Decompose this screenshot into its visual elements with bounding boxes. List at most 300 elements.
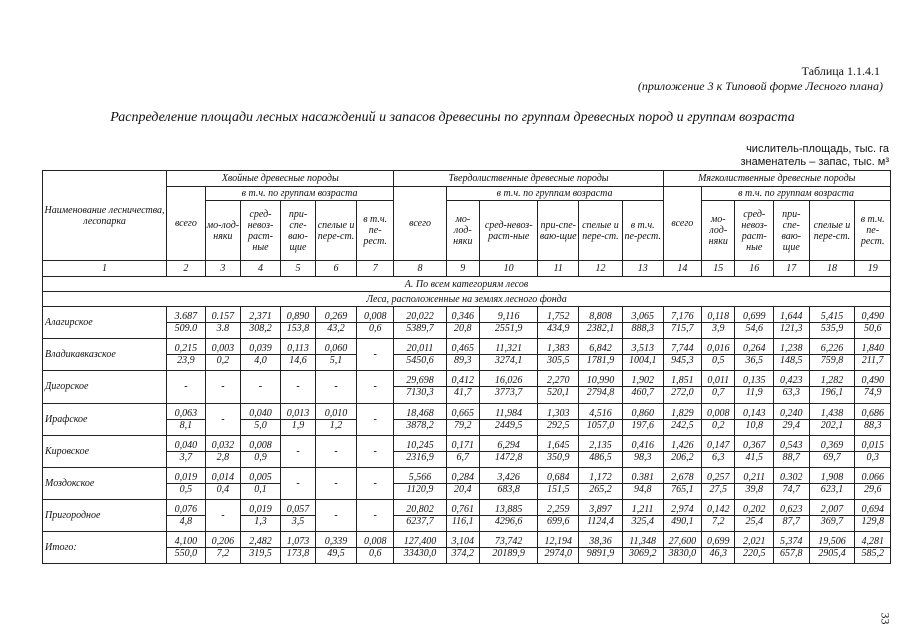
column-number: 2	[167, 261, 206, 277]
column-number: 16	[735, 261, 774, 277]
cell-area: 1,645	[538, 440, 578, 452]
cell-value	[446, 531, 479, 563]
row-name: Алагирское	[43, 307, 167, 339]
cell-empty: -	[316, 467, 357, 499]
cell-stock: 116,1	[451, 515, 474, 527]
table-row	[43, 403, 891, 435]
cell-area: 0,412	[447, 375, 479, 387]
cell-area: 0,057	[281, 504, 315, 516]
cell-stock: 54,6	[745, 323, 763, 335]
cell-value	[167, 339, 206, 371]
cell-value	[622, 371, 663, 403]
cell-stock: 1,9	[291, 419, 305, 431]
cell-value	[855, 499, 891, 531]
cell-stock: 220,5	[743, 547, 766, 559]
cell-area: 1,282	[810, 375, 855, 387]
cell-stock: 153,8	[286, 323, 310, 335]
header-name: Наименование лесничества, лесопарка	[43, 171, 167, 261]
cell-area: 38,36	[579, 536, 622, 548]
header-age-group: при-спе-ваю-щие	[538, 201, 579, 261]
cell-value	[735, 499, 774, 531]
cell-stock: 202,1	[820, 419, 844, 431]
cell-area: 0,015	[855, 440, 890, 452]
header-group-conifer: Хвойные древесные породы	[167, 171, 394, 187]
cell-value	[702, 531, 735, 563]
cell-value	[702, 371, 735, 403]
data-table	[42, 170, 891, 564]
cell-stock: 374,2	[451, 547, 475, 559]
cell-area: 0.381	[623, 472, 663, 484]
cell-stock: 520,1	[546, 387, 570, 399]
cell-value	[774, 339, 809, 371]
row-name: Ирафское	[43, 403, 167, 435]
cell-area: 1,752	[538, 311, 578, 323]
column-number: 6	[316, 261, 357, 277]
cell-stock: 535,9	[820, 323, 844, 335]
cell-value	[394, 467, 446, 499]
cell-value	[663, 435, 702, 467]
cell-stock: 8,1	[179, 419, 193, 431]
cell-area: 0,171	[447, 440, 479, 452]
cell-stock: 46,3	[709, 547, 728, 559]
cell-value	[735, 531, 774, 563]
row-name: Дигорское	[43, 371, 167, 403]
cell-area: 0,113	[281, 343, 315, 355]
cell-area: 0,040	[241, 408, 280, 420]
header-age-group: в т.ч. пе-рест.	[622, 201, 663, 261]
cell-empty: -	[356, 339, 394, 371]
cell-stock: 292,5	[546, 419, 570, 431]
cell-stock: 3878,2	[406, 419, 434, 431]
cell-area: 8,808	[579, 311, 622, 323]
table-row	[43, 467, 891, 499]
cell-value	[579, 339, 623, 371]
header-group-hardwood: Твердолиственные древесные породы	[394, 171, 663, 187]
cell-stock: 87,7	[782, 515, 801, 527]
cell-area: 2,974	[664, 504, 702, 516]
cell-value	[809, 403, 855, 435]
cell-area: 0,135	[735, 375, 773, 387]
cell-area: 12,194	[538, 536, 578, 548]
cell-value	[446, 467, 479, 499]
unit-denominator: знаменатель – запас, тыс. м³	[740, 156, 889, 168]
cell-stock: 4,0	[254, 355, 267, 367]
cell-area: 0,008	[702, 408, 734, 420]
cell-area: 1,438	[810, 408, 855, 420]
cell-area: 7,744	[664, 343, 702, 355]
cell-area: 11,321	[480, 343, 537, 355]
cell-value	[538, 499, 579, 531]
cell-stock: 434,9	[546, 323, 570, 335]
cell-area: 0,040	[167, 440, 205, 452]
cell-area: 19,506	[810, 536, 855, 548]
header-age-group: сред-невоз-раст-ные	[479, 201, 537, 261]
cell-stock: 5,0	[254, 419, 267, 431]
cell-value	[702, 307, 735, 339]
cell-stock: 41,7	[454, 387, 472, 399]
cell-value	[579, 499, 623, 531]
cell-value	[479, 531, 537, 563]
cell-area: 0,202	[735, 504, 773, 516]
cell-value	[241, 307, 281, 339]
cell-value	[538, 307, 579, 339]
cell-area: 0,699	[702, 536, 734, 548]
cell-value	[479, 339, 537, 371]
cell-value	[479, 307, 537, 339]
cell-area: 1,238	[774, 343, 808, 355]
page-number: 33	[878, 612, 893, 625]
cell-value	[809, 531, 855, 563]
cell-stock: 683,8	[497, 483, 520, 495]
cell-value	[394, 499, 446, 531]
cell-area: 2,482	[241, 536, 280, 548]
cell-value	[622, 339, 663, 371]
cell-empty: -	[356, 435, 394, 467]
unit-numerator: числитель-площадь, тыс. га	[746, 143, 889, 155]
cell-stock: 699,6	[546, 515, 570, 527]
cell-stock: 6,3	[712, 451, 725, 463]
cell-value	[774, 371, 809, 403]
cell-stock: 11,9	[745, 387, 763, 399]
header-subgroup: в т.ч. по группам возраста	[446, 187, 663, 201]
column-number: 18	[809, 261, 855, 277]
cell-value	[774, 307, 809, 339]
cell-area: 0,215	[167, 343, 205, 355]
cell-stock: 0,2	[216, 355, 230, 367]
cell-area: 0,206	[206, 536, 240, 548]
cell-area: 0,143	[735, 408, 773, 420]
cell-area: 3,104	[447, 536, 479, 548]
cell-value	[774, 403, 809, 435]
cell-value	[809, 435, 855, 467]
cell-stock: 369,7	[820, 515, 844, 527]
cell-area: 0,014	[206, 472, 240, 484]
cell-value	[663, 307, 702, 339]
cell-value	[663, 339, 702, 371]
column-number: 12	[579, 261, 623, 277]
cell-value	[316, 403, 357, 435]
cell-value	[205, 467, 240, 499]
cell-area: 6,842	[579, 343, 622, 355]
header-age-group: сред-невоз-раст-ные	[735, 201, 774, 261]
cell-stock: 89,3	[454, 355, 472, 367]
header-subgroup: в т.ч. по группам возраста	[702, 187, 891, 201]
cell-empty: -	[205, 499, 240, 531]
cell-area: 5,566	[394, 472, 445, 484]
cell-value	[663, 499, 702, 531]
cell-area: 0,284	[447, 472, 479, 484]
cell-value	[663, 531, 702, 563]
cell-area: 20,802	[394, 504, 445, 516]
cell-area: 0,032	[206, 440, 240, 452]
cell-value	[809, 499, 855, 531]
cell-area: 0,346	[447, 311, 479, 323]
cell-area: 2,135	[579, 440, 622, 452]
cell-value	[855, 435, 891, 467]
column-number: 11	[538, 261, 579, 277]
cell-area: 0,257	[702, 472, 734, 484]
cell-stock: 2551,9	[494, 323, 523, 335]
cell-value	[394, 339, 446, 371]
cell-area: 2,371	[241, 311, 280, 323]
header-total: всего	[167, 187, 206, 261]
column-number: 5	[280, 261, 315, 277]
cell-area: 0,694	[855, 504, 890, 516]
cell-area: 0,761	[447, 504, 479, 516]
cell-stock: 173,8	[286, 547, 310, 559]
cell-empty: -	[205, 371, 240, 403]
cell-value	[579, 467, 623, 499]
cell-area: 16,026	[480, 375, 537, 387]
cell-area: 0,490	[855, 311, 890, 323]
cell-area: 1,211	[623, 504, 663, 516]
cell-area: 0,008	[241, 440, 280, 452]
cell-area: 20,022	[394, 311, 445, 323]
cell-value	[479, 435, 537, 467]
cell-area: 5,374	[774, 536, 808, 548]
cell-stock: 0,6	[368, 323, 382, 335]
cell-stock: 1057,0	[586, 419, 615, 431]
cell-value	[809, 467, 855, 499]
cell-area: 3,426	[480, 472, 537, 484]
cell-stock: 2,8	[216, 451, 230, 463]
cell-stock: 5,1	[329, 355, 343, 367]
cell-value	[316, 339, 357, 371]
cell-value	[446, 307, 479, 339]
cell-value	[167, 403, 206, 435]
cell-stock: 550,0	[174, 547, 198, 559]
cell-value	[579, 307, 623, 339]
cell-stock: 2449,5	[494, 419, 523, 431]
cell-value	[809, 339, 855, 371]
cell-stock: 39,8	[745, 483, 763, 495]
cell-stock: 206,2	[671, 451, 694, 463]
cell-value	[167, 467, 206, 499]
cell-area: 27,600	[664, 536, 702, 548]
cell-area: 0,686	[855, 408, 890, 420]
cell-stock: 3,7	[179, 451, 193, 463]
cell-value	[167, 307, 206, 339]
cell-area: 2,270	[538, 375, 578, 387]
cell-empty: -	[280, 467, 315, 499]
cell-value	[663, 467, 702, 499]
cell-stock: 0,7	[712, 387, 725, 399]
section-subtitle: Леса, расположенные на землях лесного фонда	[43, 292, 891, 307]
cell-empty: -	[167, 371, 206, 403]
header-age-group: спелые и пере-ст.	[579, 201, 623, 261]
cell-stock: 74,7	[782, 483, 801, 495]
cell-stock: 759,8	[820, 355, 844, 367]
cell-value	[394, 435, 446, 467]
cell-area: 0,005	[241, 472, 280, 484]
cell-stock: 0,2	[712, 419, 725, 431]
cell-empty: -	[316, 435, 357, 467]
cell-empty: -	[280, 435, 315, 467]
cell-value	[316, 531, 357, 563]
cell-stock: 43,2	[327, 323, 345, 335]
cell-area: 0,367	[735, 440, 773, 452]
cell-area: 10,245	[394, 440, 445, 452]
cell-stock: 1124,4	[587, 515, 614, 527]
cell-value	[446, 403, 479, 435]
cell-value	[241, 531, 281, 563]
cell-stock: 657,8	[780, 547, 803, 559]
cell-stock: 242,5	[671, 419, 694, 431]
cell-stock: 79,2	[454, 419, 472, 431]
cell-value	[735, 467, 774, 499]
cell-stock: 50,6	[863, 323, 882, 335]
row-name: Итого:	[43, 531, 167, 563]
column-number: 1	[43, 261, 167, 277]
table-row	[43, 307, 891, 339]
cell-stock: 69,7	[823, 451, 841, 463]
cell-value	[774, 435, 809, 467]
cell-stock: 1781,9	[586, 355, 615, 367]
cell-value	[316, 307, 357, 339]
cell-area: 0,019	[167, 472, 205, 484]
cell-stock: 5389,7	[406, 323, 434, 335]
cell-area: 0,003	[206, 343, 240, 355]
cell-area: 0,118	[702, 311, 734, 323]
cell-value	[622, 403, 663, 435]
cell-stock: 9891,9	[586, 547, 615, 559]
cell-value	[622, 435, 663, 467]
cell-area: 0,211	[735, 472, 773, 484]
cell-area: 0.302	[774, 472, 808, 484]
cell-stock: 3069,2	[628, 547, 657, 559]
cell-area: 6,294	[480, 440, 537, 452]
cell-area: 0,008	[357, 536, 394, 548]
cell-stock: 27,5	[709, 483, 728, 495]
cell-area: 0,623	[774, 504, 808, 516]
column-number: 3	[205, 261, 240, 277]
cell-area: 20,011	[394, 343, 445, 355]
cell-value	[774, 499, 809, 531]
cell-area: 9,116	[480, 311, 537, 323]
cell-value	[479, 499, 537, 531]
cell-area: 3.687	[167, 311, 205, 323]
cell-stock: 14,6	[289, 355, 307, 367]
cell-value	[205, 307, 240, 339]
section-title: А. По всем категориям лесов	[43, 277, 891, 292]
cell-empty: -	[356, 467, 394, 499]
cell-stock: 36,5	[745, 355, 763, 367]
cell-value	[855, 307, 891, 339]
cell-area: 29,698	[394, 375, 445, 387]
cell-area: 0,039	[241, 343, 280, 355]
cell-stock: 29,6	[863, 483, 882, 495]
cell-area: 1,073	[281, 536, 315, 548]
header-age-group: спелые и пере-ст.	[809, 201, 855, 261]
cell-value	[702, 339, 735, 371]
cell-value	[702, 403, 735, 435]
cell-area: 0,019	[241, 504, 280, 516]
cell-area: 0,016	[702, 343, 734, 355]
cell-area: 0,490	[855, 375, 890, 387]
cell-stock: 308,2	[249, 323, 272, 335]
cell-stock: 4,8	[179, 515, 193, 527]
cell-value	[205, 531, 240, 563]
cell-area: 0,142	[702, 504, 734, 516]
header-age-group: мо-лод-няки	[205, 201, 240, 261]
cell-stock: 5450,6	[406, 355, 434, 367]
cell-empty: -	[356, 371, 394, 403]
cell-stock: 0,4	[216, 483, 230, 495]
cell-value	[809, 307, 855, 339]
cell-value	[622, 531, 663, 563]
cell-stock: 20189,9	[492, 547, 525, 559]
cell-value	[167, 499, 206, 531]
cell-value	[855, 531, 891, 563]
header-age-group: при-спе-ваю-щие	[280, 201, 315, 261]
cell-area: 1,426	[664, 440, 702, 452]
cell-empty: -	[316, 499, 357, 531]
table-row	[43, 531, 891, 563]
header-group-softwood: Мягколиственные древесные породы	[663, 171, 890, 187]
cell-area: 0,543	[774, 440, 808, 452]
cell-stock: 3274,1	[494, 355, 523, 367]
cell-stock: 211,7	[861, 355, 884, 367]
cell-area: 0,416	[623, 440, 663, 452]
cell-area: 1,383	[538, 343, 578, 355]
cell-stock: 197,6	[631, 419, 654, 431]
cell-area: 4,281	[855, 536, 890, 548]
cell-value	[538, 531, 579, 563]
cell-value	[735, 435, 774, 467]
cell-area: 1,840	[855, 343, 890, 355]
cell-value	[702, 435, 735, 467]
cell-area: 0,060	[316, 343, 356, 355]
header-age-group: сред-невоз-раст-ные	[241, 201, 281, 261]
cell-area: 1,908	[810, 472, 855, 484]
table-number: Таблица 1.1.4.1	[801, 64, 880, 78]
cell-stock: 945,3	[671, 355, 694, 367]
table-row	[43, 339, 891, 371]
cell-area: 0,860	[623, 408, 663, 420]
cell-value	[241, 403, 281, 435]
cell-area: 2,678	[664, 472, 702, 484]
column-number: 7	[356, 261, 394, 277]
cell-value	[446, 339, 479, 371]
cell-value	[446, 371, 479, 403]
cell-area: 6,226	[810, 343, 855, 355]
cell-value	[579, 435, 623, 467]
cell-stock: 10,8	[745, 419, 763, 431]
cell-value	[205, 435, 240, 467]
cell-stock: 151,5	[546, 483, 570, 495]
header-age-group: мо-лод-няки	[446, 201, 479, 261]
cell-stock: 319,5	[249, 547, 272, 559]
cell-value	[855, 371, 891, 403]
cell-stock: 486,5	[589, 451, 612, 463]
cell-value	[622, 307, 663, 339]
cell-value	[394, 371, 446, 403]
column-number: 17	[774, 261, 809, 277]
cell-stock: 3,9	[712, 323, 725, 335]
cell-value	[735, 371, 774, 403]
cell-stock: 25,4	[745, 515, 763, 527]
cell-area: 0,269	[316, 311, 356, 323]
cell-stock: 41,5	[745, 451, 763, 463]
cell-stock: 20,8	[454, 323, 472, 335]
cell-stock: 305,5	[546, 355, 570, 367]
cell-value	[394, 531, 446, 563]
cell-stock: 4296,6	[494, 515, 523, 527]
cell-value	[735, 339, 774, 371]
cell-area: 73,742	[480, 536, 537, 548]
cell-stock: 63,3	[782, 387, 801, 399]
cell-value	[167, 531, 206, 563]
